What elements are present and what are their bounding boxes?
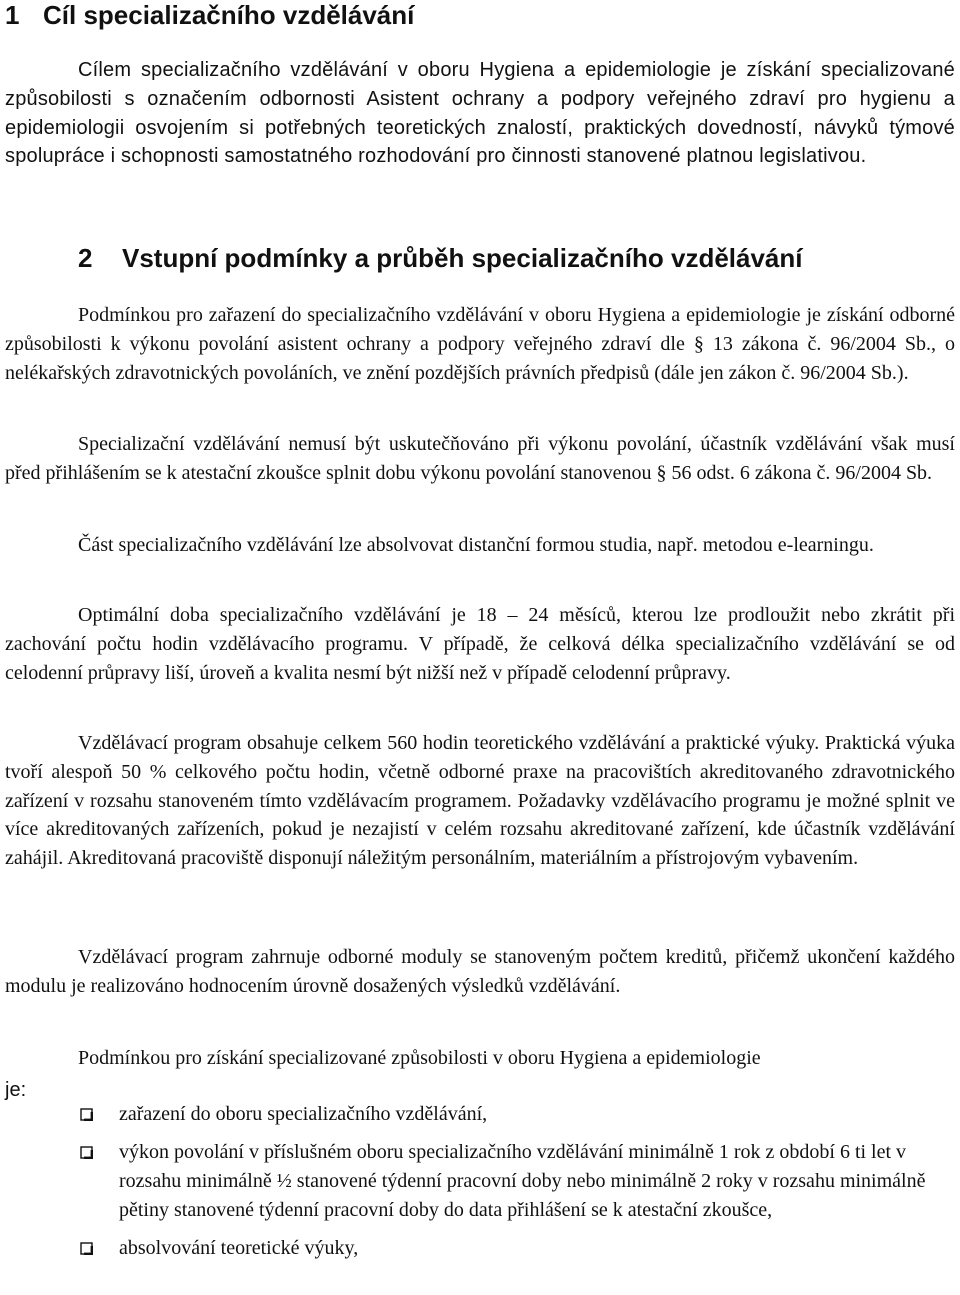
section-2-paragraph-5: Vzdělávací program obsahuje celkem 560 hodin teoretického vzdělávání a praktické výuky. Praktická výuka tvoří alespoň 50 % celkového počtu hodin, včetně odborné praxe na pracovištích akreditovaného zdravotnického zařízení v rozsahu stanoveném tímto vzdělávacím programem. Požadavky vzdělávacího programu je možné splnit ve více akreditovaných zařízeních, pokud je nezajistí v celém rozsahu akreditované zařízení, kde účastník vzdělávání zahájil. Akreditovaná pracoviště disponují náležitým personálním, materiálním a přístrojovým vybavením. <box>5 732 955 870</box>
section-2-number: 2 <box>78 243 93 273</box>
list-item <box>0 1138 939 1225</box>
section-2-title: Vstupní podmínky a průběh specializačního vzdělávání <box>122 243 803 273</box>
list-item-text: zařazení do oboru specializačního vzdělávání, <box>119 1103 488 1125</box>
checkbox-square-icon <box>80 1108 94 1122</box>
checkbox-square-icon <box>80 1242 94 1256</box>
section-2-heading <box>78 243 803 273</box>
je-label: je: <box>5 1079 27 1101</box>
section-1-paragraph: Cílem specializačního vzdělávání v oboru Hygiena a epidemiologie je získání specializované způsobilosti s označením odbornosti Asistent ochrany a podpory veřejného zdraví pro hygienu a epidemiologii osvojením si potřebných teoretických znalostí, praktických dovedností, návyků týmové spolupráce i schopnosti samostatného rozhodování pro činnosti stanovené platnou legislativou. <box>5 59 955 168</box>
conditions-list <box>0 1100 960 1272</box>
list-item-text: výkon povolání v příslušném oboru specializačního vzdělávání minimálně 1 rok z období 6 ti let v rozsahu minimálně ½ stanovené týdenní pracovní doby nebo minimálně 2 roky v rozsahu minimálně pětiny stanovené týdenní pracovní doby do data přihlášení se k atestační zkoušce, <box>119 1141 926 1221</box>
section-2-paragraph-3: Část specializačního vzdělávání lze absolvovat distanční formou studia, např. metodou e-learningu. <box>78 534 874 556</box>
section-2-paragraph-7: Podmínkou pro získání specializované způsobilosti v oboru Hygiena a epidemiologie <box>78 1047 761 1069</box>
section-2-paragraph-4: Optimální doba specializačního vzdělávání je 18 – 24 měsíců, kterou lze prodloužit nebo zkrátit při zachování počtu hodin vzdělávacího programu. V případě, že celková délka specializačního vzdělávání se od celodenní průpravy liší, úroveň a kvalita nesmí být nižší než v případě celodenní průpravy. <box>5 604 955 684</box>
list-item <box>0 1100 939 1129</box>
list-item-text: absolvování teoretické výuky, <box>119 1237 359 1259</box>
section-1-heading <box>5 0 414 30</box>
list-item <box>0 1234 939 1263</box>
section-2-paragraph-6: Vzdělávací program zahrnuje odborné moduly se stanoveným počtem kreditů, přičemž ukončení každého modulu je realizováno hodnocením úrovně dosažených výsledků vzdělávání. <box>5 946 955 997</box>
section-1-number: 1 <box>5 0 20 30</box>
section-2-paragraph-2: Specializační vzdělávání nemusí být uskutečňováno při výkonu povolání, účastník vzdělávání však musí před přihlášením se k atestační zkoušce splnit dobu výkonu povolání stanovenou § 56 odst. 6 zákona č. 96/2004 Sb. <box>5 433 955 484</box>
checkbox-square-icon <box>80 1146 94 1160</box>
section-2-paragraph-1: Podmínkou pro zařazení do specializačního vzdělávání v oboru Hygiena a epidemiologie je získání odborné způsobilosti k výkonu povolání asistent ochrany a podpory veřejného zdraví dle § 13 zákona č. 96/2004 Sb., o nelékařských zdravotnických povoláních, ve znění pozdějších právních předpisů (dále jen zákon č. 96/2004 Sb.). <box>5 304 955 384</box>
section-1-title: Cíl specializačního vzdělávání <box>43 0 415 30</box>
